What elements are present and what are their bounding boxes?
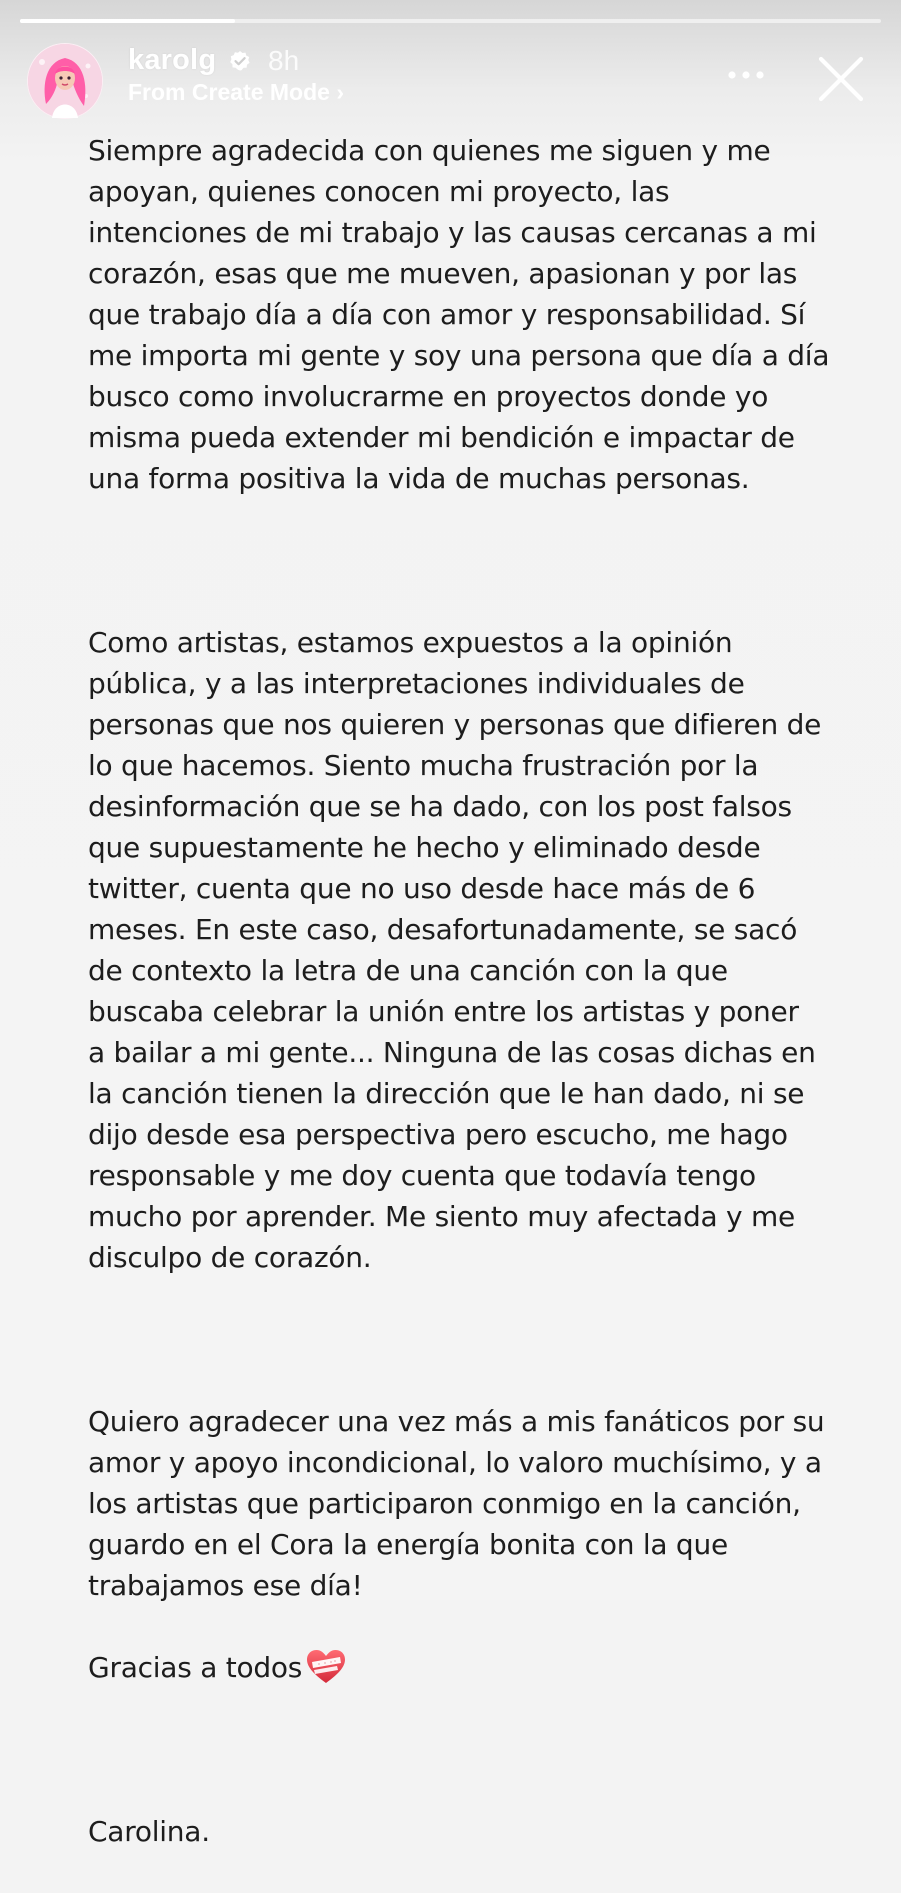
story-text [88, 89, 858, 1893]
create-mode-link[interactable] [128, 79, 344, 106]
avatar[interactable] [27, 43, 103, 119]
story-header [0, 0, 901, 120]
more-options-button[interactable] [722, 60, 770, 90]
close-icon [814, 52, 868, 106]
chevron-right-icon: › [329, 79, 344, 105]
verified-badge-icon [229, 50, 251, 72]
thanks-text: Gracias a todos [88, 1651, 303, 1684]
more-options-icon [722, 60, 770, 90]
create-mode-label: From Create Mode [128, 79, 330, 105]
close-button[interactable] [814, 52, 868, 106]
paragraph-2: Como artistas, estamos expuestos a la opinión pública, y a las interpretaciones individuales de personas que nos quieren y personas que difieren de lo que hacemos. Siento mucha frustración por la desinformación que se ha dado, con los post falsos que supuestamente he hecho y eliminado desde twitter, cuenta que no uso desde hace más de 6 meses. En este caso, desafortunadamente, se sacó de contexto la letra de una canción con la que buscaba celebrar la unión entre los artistas y poner a bailar a mi gente... Ninguna de las cosas dichas en la canción tienen la dirección que le han dado, ni se dijo desde esa perspectiva pero escucho, me hago responsable y me doy cuenta que todavía tengo mucho por aprender. Me siento muy afectada y me disculpo de corazón. [88, 626, 822, 1274]
paragraph-3: Quiero agradecer una vez más a mis fanáticos por su amor y apoyo incondicional, lo valoro muchísimo, y a los artistas que participaron conmigo en la canción, guardo en el Cora la energía bonita con la que trabajamos ese día! [88, 1405, 825, 1602]
paragraph-1: Siempre agradecida con quienes me siguen y me apoyan, quienes conocen mi proyecto, las intenciones de mi trabajo y las causas cercanas a mi corazón, esas que me mueven, apasionan y por las que trabajo día a día con amor y responsabilidad. Sí me importa mi gente y soy una persona que día a día busco como involucrarme en proyectos donde yo misma pueda extender mi bendición e impactar de una forma positiva la vida de muchas personas. [88, 134, 830, 495]
post-timestamp: 8h [268, 45, 300, 76]
avatar-illustration [28, 44, 102, 118]
mending-heart-icon [306, 1649, 346, 1685]
username[interactable]: karolg [128, 44, 217, 76]
thanks-line [88, 1647, 858, 1688]
signature: Carolina. [88, 1815, 210, 1848]
